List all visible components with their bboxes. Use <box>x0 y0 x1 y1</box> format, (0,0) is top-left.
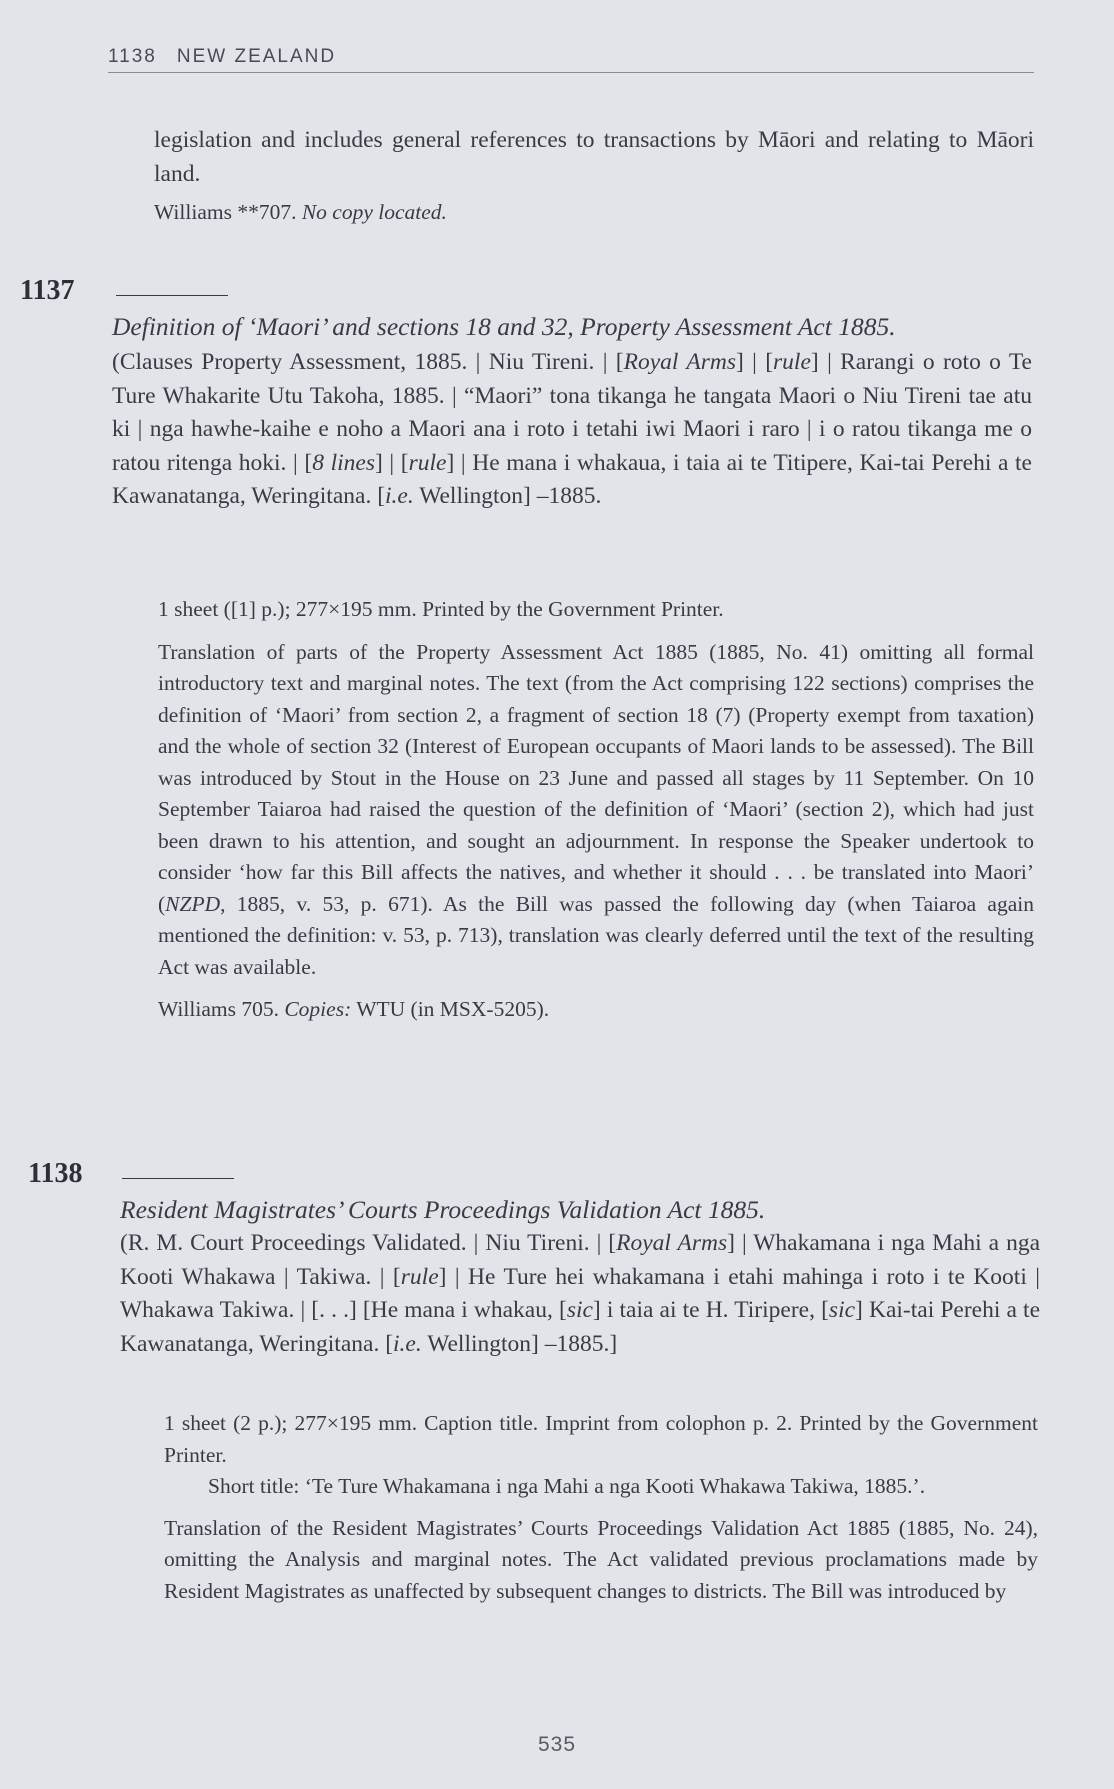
entry-1138-transcription: (R. M. Court Proceedings Validated. | Niu Tireni. | [Royal Arms] | Whakamana i nga Mahi a nga Kooti Whakawa | Takiwa. | [rule] | He Ture hei whakamana i etahi mahinga i roto i te Kooti | Whakawa Takiwa. | [. . .] [He mana i whakau, [sic] i taia ai te H. Tiripere, [sic] Kai-tai Perehi a te Kawanatanga, Weringitana. [i.e. Wellington] –1885.] <box>120 1230 1040 1357</box>
entry-1138-short-title: Short title: ‘Te Ture Whakamana i nga Mahi a nga Kooti Whakawa Takiwa, 1885.’. <box>208 1474 926 1498</box>
continuation-entry <box>154 124 1034 229</box>
running-head <box>108 46 1034 73</box>
entry-1138-note: Translation of the Resident Magistrates’ Courts Proceedings Validation Act 1885 (1885, No. 24), omitting the Analysis and marginal notes. The Act validated previous proclamations made by Resident Magistrates as unaffected by subsequent changes to districts. The Bill was introduced by <box>164 1515 1038 1603</box>
entry-rule-1137 <box>116 295 228 296</box>
entry-1138-physical: 1 sheet (2 p.); 277×195 mm. Caption title. Imprint from colophon p. 2. Printed by the Government Printer. <box>164 1411 1038 1467</box>
entry-1138 <box>120 1193 1040 1361</box>
continuation-reference: Williams **707. No copy located. <box>154 200 447 224</box>
header-page-number: 1138 <box>108 46 157 67</box>
entry-number-1137: 1137 <box>20 275 75 306</box>
entry-1137-note: Translation of parts of the Property Assessment Act 1885 (1885, No. 41) omitting all formal introductory text and marginal notes. The text (from the Act comprising 122 sections) comprises the definition of ‘Maori’ from section 2, a fragment of section 18 (7) (Property exempt from taxation) and the whole of section 32 (Interest of European occupants of Maori lands to be assessed). The Bill was introduced by Stout in the House on 23 June and passed all stages by 11 September. On 10 September Taiaroa had raised the question of the definition of ‘Maori’ (section 2), which had just been drawn to his attention, and sought an adjournment. In response the Speaker undertook to consider ‘how far this Bill affects the natives, and whether it should . . . be translated into Maori’ (NZPD, 1885, v. 53, p. 671). As the Bill was passed the following day (when Taiaroa again mentioned the definition: v. 53, p. 713), translation was clearly deferred until the text of the resulting Act was available. <box>158 639 1034 979</box>
entry-1137-transcription: (Clauses Property Assessment, 1885. | Niu Tireni. | [Royal Arms] | [rule] | Rarangi o roto o Te Ture Whakarite Utu Takoha, 1885. | “Maori” tona tikanga he tangata Maori o Niu Tireni tae atu ki | nga hawhe-kaihe e noho a Maori ana i roto i tetahi iwi Maori i raro | i o ratou tikanga me o ratou ritenga hoki. | [8 lines] | [rule] | He mana i whakaua, i taia ai te Titipere, Kai-tai Perehi a te Kawanatanga, Weringitana. [i.e. Wellington] –1885. <box>112 349 1032 509</box>
entry-number-1138: 1138 <box>28 1158 83 1189</box>
entry-1137-title: Definition of ‘Maori’ and sections 18 and 32, Property Assessment Act 1885. <box>112 312 896 341</box>
entry-1137-reference: Williams 705. Copies: WTU (in MSX-5205). <box>158 997 550 1021</box>
continuation-ref-note: No copy located. <box>301 200 447 224</box>
header-title: NEW ZEALAND <box>176 46 337 67</box>
continuation-text: legislation and includes general references to transactions by Māori and relating to Māori land. <box>154 127 1034 187</box>
entry-rule-1138 <box>122 1178 234 1179</box>
entry-1138-title: Resident Magistrates’ Courts Proceedings Validation Act 1885. <box>120 1195 766 1224</box>
entry-1138-notes <box>164 1408 1038 1607</box>
entry-1137-physical: 1 sheet ([1] p.); 277×195 mm. Printed by the Government Printer. <box>158 597 724 621</box>
entry-1137 <box>112 310 1032 514</box>
page-folio: 535 <box>537 1733 577 1756</box>
entry-1137-notes <box>158 594 1034 1026</box>
